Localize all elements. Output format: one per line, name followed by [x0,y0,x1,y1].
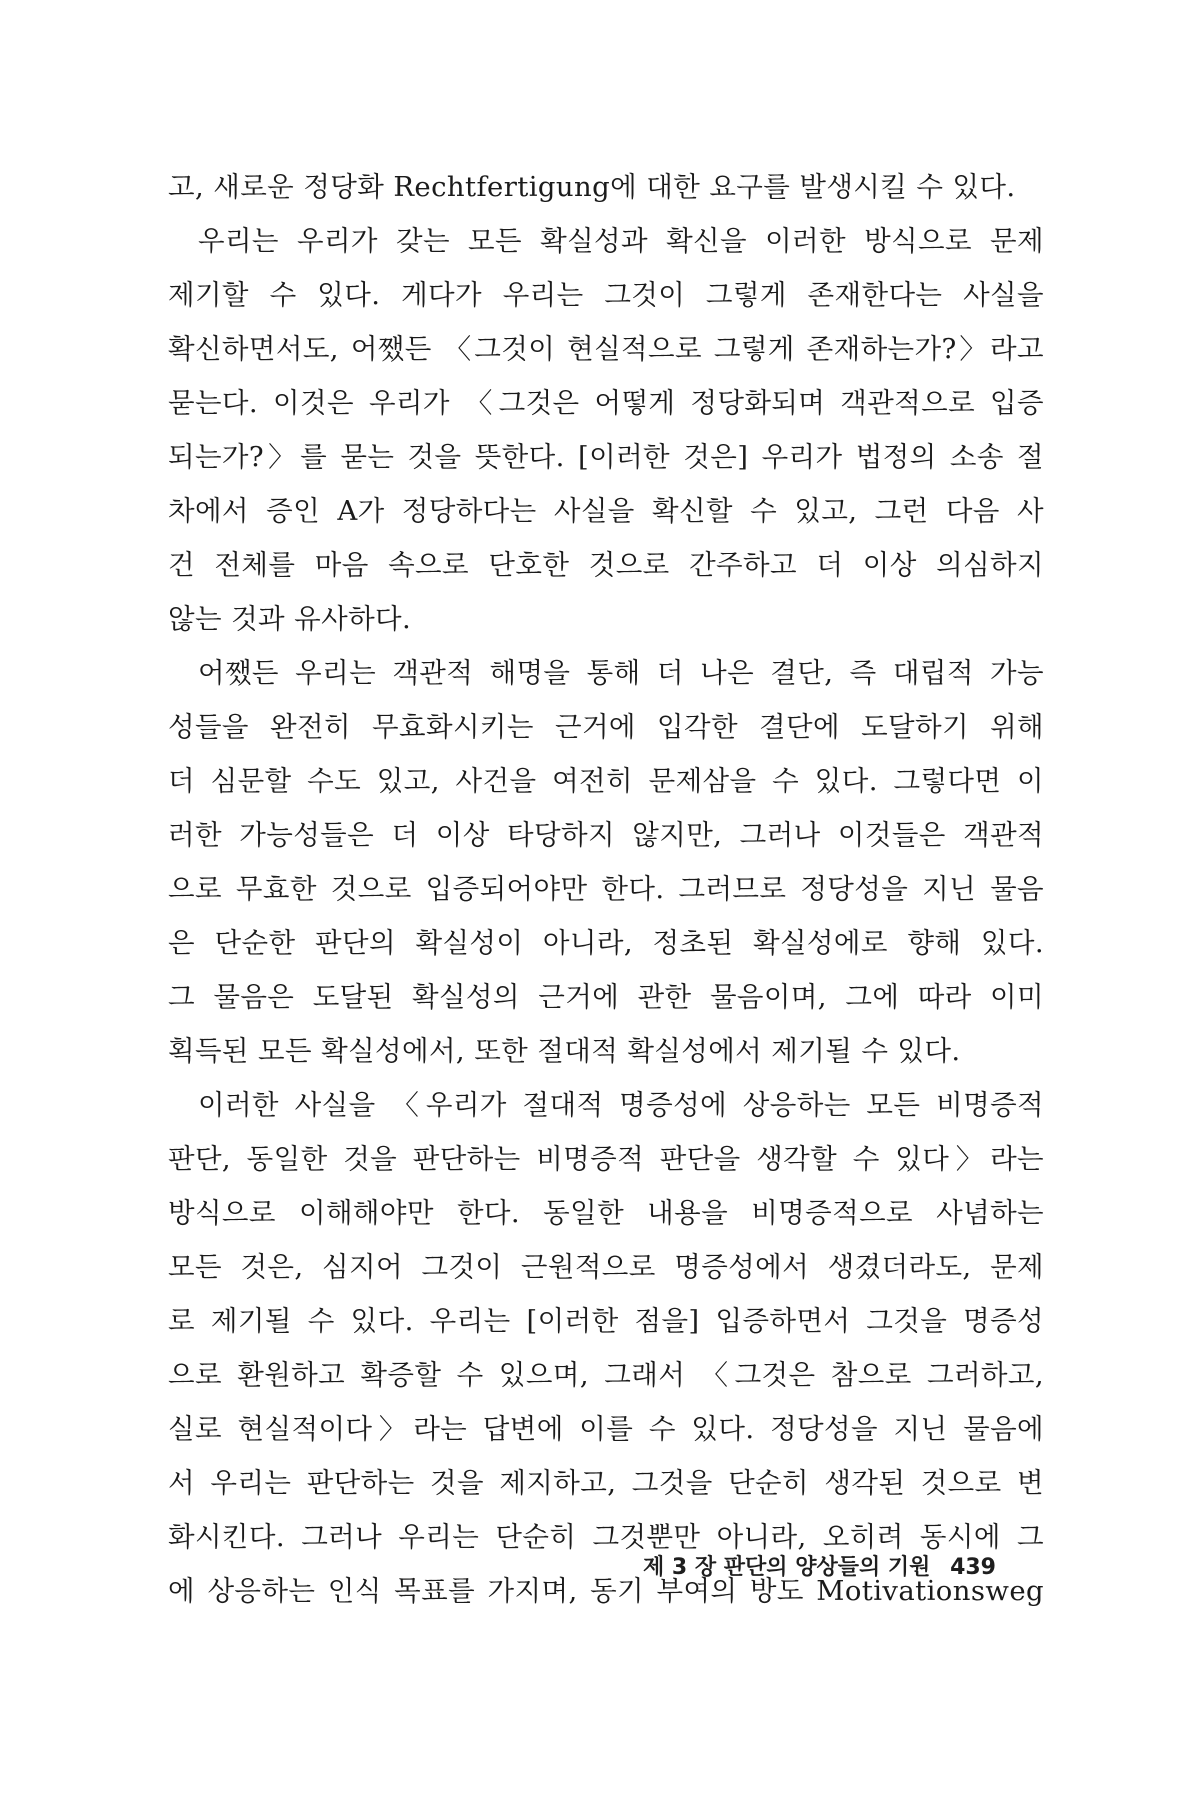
text-line: 판단, 동일한 것을 판단하는 비명증적 판단을 생각할 수 있다〉라는 [168,1143,1044,1175]
text-line: 모든 것은, 심지어 그것이 근원적으로 명증성에서 생겼더라도, 문제 [168,1251,1044,1283]
text-line: 실로 현실적이다〉라는 답변에 이를 수 있다. 정당성을 지닌 물음에 [168,1413,1044,1445]
text-line: 고, 새로운 정당화 Rechtfertigung에 대한 요구를 발생시킬 수 있다. [168,171,1016,203]
text-line: 방식으로 이해해야만 한다. 동일한 내용을 비명증적으로 사념하는 [168,1197,1044,1229]
text-line: 로 제기될 수 있다. 우리는 [이러한 점을] 입증하면서 그것을 명증성 [168,1305,1044,1337]
text-line: 은 단순한 판단의 확실성이 아니라, 정초된 확실성에로 향해 있다. [168,927,1044,959]
text-line: 화시킨다. 그러나 우리는 단순히 그것뿐만 아니라, 오히려 동시에 그 [168,1521,1044,1553]
text-line: 않는 것과 유사하다. [168,603,412,635]
text-line: 확신하면서도, 어쨌든 〈그것이 현실적으로 그렇게 존재하는가?〉라고 [168,333,1044,365]
page-footer [643,1550,996,1581]
running-head: 제 3 장 판단의 양상들의 기원 [643,1555,931,1580]
text-line: 어쨌든 우리는 객관적 해명을 통해 더 나은 결단, 즉 대립적 가능 [198,657,1044,689]
text-line: 에 상응하는 인식 목표를 가지며, 동기 부여의 방도 Motivationsweg [168,1575,1044,1607]
text-line: 이러한 사실을 〈우리가 절대적 명증성에 상응하는 모든 비명증적 [198,1089,1044,1121]
text-line: 제기할 수 있다. 게다가 우리는 그것이 그렇게 존재한다는 사실을 [168,279,1044,311]
text-line: 건 전체를 마음 속으로 단호한 것으로 간주하고 더 이상 의심하지 [168,549,1044,581]
text-line: 그 물음은 도달된 확실성의 근거에 관한 물음이며, 그에 따라 이미 [168,981,1044,1013]
text-line: 획득된 모든 확실성에서, 또한 절대적 확실성에서 제기될 수 있다. [168,1035,961,1067]
text-line: 우리는 우리가 갖는 모든 확실성과 확신을 이러한 방식으로 문제 [198,225,1044,257]
text-line: 차에서 증인 A가 정당하다는 사실을 확신할 수 있고, 그런 다음 사 [168,495,1044,527]
text-line: 러한 가능성들은 더 이상 타당하지 않지만, 그러나 이것들은 객관적 [168,819,1044,851]
text-line: 성들을 완전히 무효화시키는 근거에 입각한 결단에 도달하기 위해 [168,711,1044,743]
text-line: 으로 환원하고 확증할 수 있으며, 그래서 〈그것은 참으로 그러하고, [168,1359,1044,1391]
text-line: 서 우리는 판단하는 것을 제지하고, 그것을 단순히 생각된 것으로 변 [168,1467,1044,1499]
text-line: 더 심문할 수도 있고, 사건을 여전히 문제삼을 수 있다. 그렇다면 이 [168,765,1044,797]
text-line: 으로 무효한 것으로 입증되어야만 한다. 그러므로 정당성을 지닌 물음 [168,873,1044,905]
text-line: 되는가?〉를 묻는 것을 뜻한다. [이러한 것은] 우리가 법정의 소송 절 [168,441,1044,473]
body-text [168,160,1044,1618]
page-number: 439 [950,1555,996,1580]
text-line: 묻는다. 이것은 우리가 〈그것은 어떻게 정당화되며 객관적으로 입증 [168,387,1044,419]
